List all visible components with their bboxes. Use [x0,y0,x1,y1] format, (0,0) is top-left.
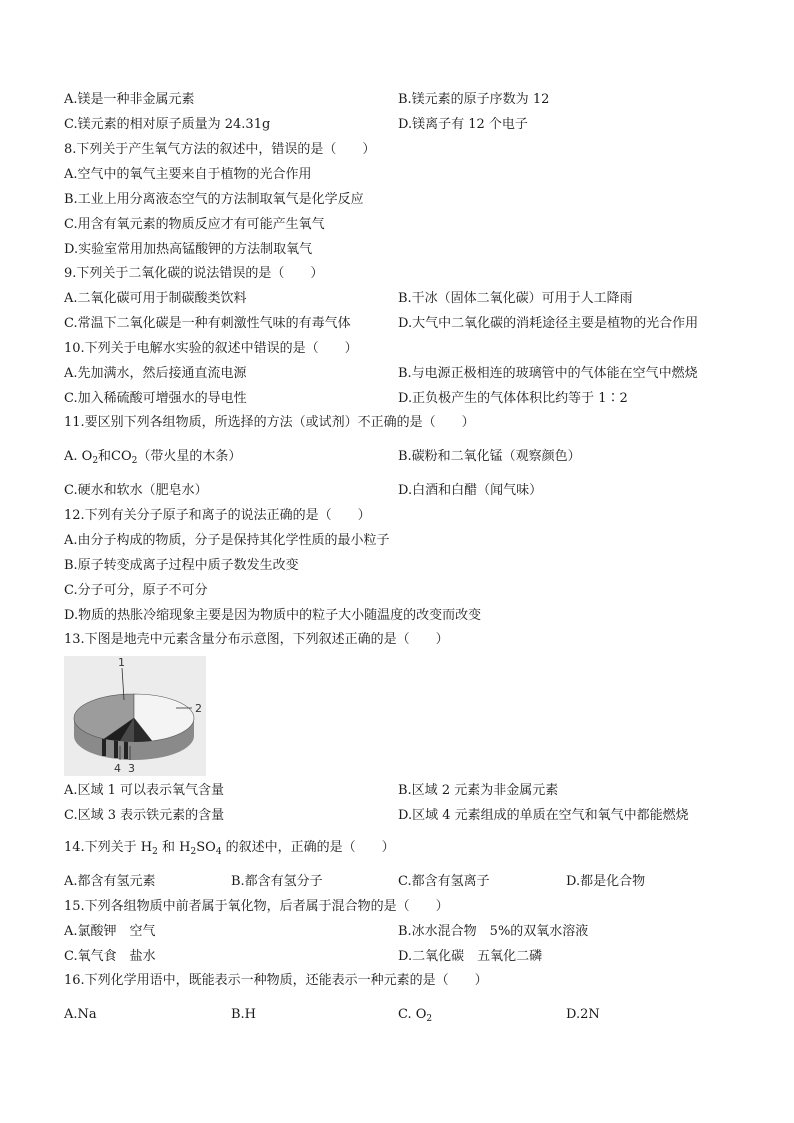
q12-option-a: A.由分子构成的物质，分子是保持其化学性质的最小粒子 [64,533,390,548]
q15-option-b: B.冰水混合物 5%的双氧水溶液 [398,924,589,939]
q16-option-c [398,1007,432,1023]
q16-option-d: D.2N [566,1007,600,1022]
q14-stem-sub2: 2 [190,847,197,857]
q16-option-b: B.H [231,1007,257,1022]
q14-option-c: C.都含有氢离子 [398,874,490,889]
crust-element-pie-figure [64,656,206,776]
q15-option-d: D.二氧化碳 五氧化二磷 [398,949,543,964]
q14-stem-mid: 和 H [157,840,191,855]
q12-option-d: D.物质的热胀冷缩现象主要是因为物质中的粒子大小随温度的改变而改变 [64,608,482,623]
q15-option-a: A.氯酸钾 空气 [64,924,156,939]
q15-stem: 15.下列各组物质中前者属于氧化物，后者属于混合物的是（ ） [64,899,449,914]
q11-stem: 11.要区别下列各组物质，所选择的方法（或试剂）不正确的是（ ） [64,415,475,430]
q9-stem: 9.下列关于二氧化碳的说法错误的是（ ） [64,266,324,281]
q11-option-a [64,449,241,465]
pie-label-3: 3 [128,762,135,775]
q16-option-a: A.Na [64,1007,97,1022]
q7-option-b: B.镁元素的原子序数为 12 [398,92,550,107]
q9-option-d: D.大气中二氧化碳的消耗途径主要是植物的光合作用 [398,316,699,331]
q8-option-c: C.用含有氧元素的物质反应才有可能产生氧气 [64,217,325,232]
q13-option-b: B.区域 2 元素为非金属元素 [398,783,559,798]
pie-figure-svg [64,656,206,776]
q7-option-c: C.镁元素的相对原子质量为 24.31g [64,117,271,132]
pie-label-1: 1 [118,656,125,669]
q9-option-b: B.干冰（固体二氧化碳）可用于人工降雨 [398,291,633,306]
q14-stem-mid2: SO [196,840,216,855]
q8-stem: 8.下列关于产生氧气方法的叙述中，错误的是（ ） [64,142,376,157]
q13-option-a: A.区域 1 可以表示氧气含量 [64,783,225,798]
q11-a-prefix: A. O [64,449,93,464]
q14-option-b: B.都含有氢分子 [231,874,323,889]
q13-option-d: D.区域 4 元素组成的单质在空气和氧气中都能燃烧 [398,808,689,823]
q14-stem-sub1: 2 [152,847,158,857]
q10-option-a: A.先加满水，然后接通直流电源 [64,366,247,381]
q12-stem: 12.下列有关分子原子和离子的说法正确的是（ ） [64,508,371,523]
q14-stem-sub3: 4 [215,847,222,857]
q15-option-c: C.氧气食 盐水 [64,949,156,964]
pie-label-2: 2 [195,702,202,715]
pie-label-4: 4 [114,762,121,775]
q14-stem-prefix: 14.下列关于 H [64,840,153,855]
q14-option-a: A.都含有氢元素 [64,874,156,889]
q11-a-mid: 和CO [98,449,132,464]
q8-option-d: D.实验室常用加热高锰酸钾的方法制取氧气 [64,242,313,257]
q13-stem: 13.下图是地壳中元素含量分布示意图，下列叙述正确的是（ ） [64,632,449,647]
q14-option-d: D.都是化合物 [566,874,646,889]
q11-a-sub1: 2 [92,456,99,466]
q11-a-suffix: （带火星的木条） [137,449,242,464]
q12-option-b: B.原子转变成离子过程中质子数发生改变 [64,558,299,573]
q16-c-sub: 2 [426,1014,433,1024]
q11-option-d: D.白酒和白醋（闻气味） [398,483,543,498]
q10-stem: 10.下列关于电解水实验的叙述中错误的是（ ） [64,341,358,356]
q11-option-c: C.硬水和软水（肥皂水） [64,483,208,498]
q10-option-d: D.正负极产生的气体体积比约等于 1∶2 [398,391,628,406]
q9-option-a: A.二氧化碳可用于制碳酸类饮料 [64,291,247,306]
q8-option-a: A.空气中的氧气主要来自于植物的光合作用 [64,167,312,182]
q12-option-c: C.分子可分，原子不可分 [64,583,208,598]
q10-option-c: C.加入稀硫酸可增强水的导电性 [64,391,247,406]
q8-option-b: B.工业上用分离液态空气的方法制取氧气是化学反应 [64,192,364,207]
q7-option-d: D.镁离子有 12 个电子 [398,117,528,132]
q13-option-c: C.区域 3 表示铁元素的含量 [64,808,225,823]
q7-option-a: A.镁是一种非金属元素 [64,92,195,107]
q10-option-b: B.与电源正极相连的玻璃管中的气体能在空气中燃烧 [398,366,698,381]
q11-a-sub2: 2 [131,456,138,466]
q16-stem: 16.下列化学用语中，既能表示一种物质，还能表示一种元素的是（ ） [64,973,488,988]
q11-option-b: B.碳粉和二氧化锰（观察颜色） [398,449,581,464]
q14-stem-suffix: 的叙述中，正确的是（ ） [221,840,395,855]
q14-stem [64,840,395,856]
q9-option-c: C.常温下二氧化碳是一种有刺激性气味的有毒气体 [64,316,351,331]
q16-c-prefix: C. O [398,1007,427,1022]
